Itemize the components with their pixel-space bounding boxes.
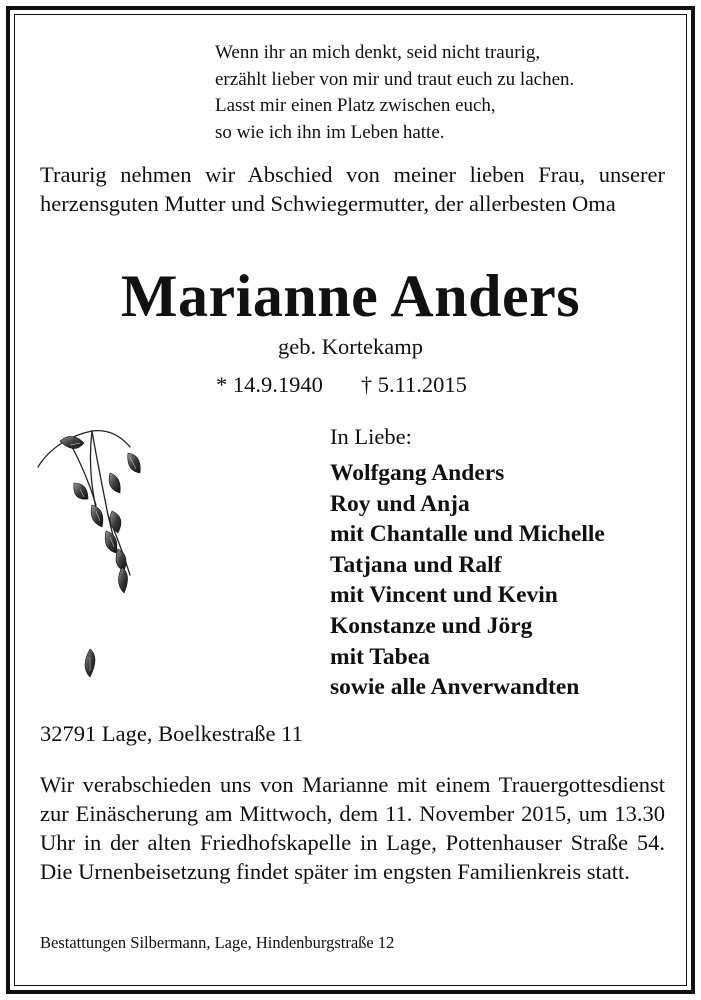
- life-dates: [216, 372, 467, 398]
- death-date: † 5.11.2015: [360, 372, 467, 397]
- poem-line: so wie ich ihn im Leben hatte.: [215, 121, 445, 143]
- maiden-name: geb. Kortekamp: [278, 334, 423, 359]
- intro-text: Traurig nehmen wir Abschied von meiner lieben Frau, unserer herzensguten Mutter und Schwiegermutter, der allerbesten Oma: [40, 162, 665, 216]
- poem-line: Wenn ihr an mich denkt, seid nicht traurig,: [215, 42, 541, 63]
- birth-date: * 14.9.1940: [216, 372, 323, 397]
- mourner-name: sowie alle Anverwandten: [330, 674, 580, 701]
- poem: [215, 40, 574, 146]
- mourners-intro: In Liebe:: [330, 424, 412, 449]
- mourner-name: Tatjana und Ralf: [330, 551, 502, 578]
- mourner-name: mit Vincent und Kevin: [330, 582, 558, 609]
- mourner-name: mit Chantalle und Michelle: [330, 521, 605, 548]
- mourner-name: Roy und Anja: [330, 490, 470, 517]
- mourners-list: [330, 458, 605, 703]
- poem-line: Lasst mir einen Platz zwischen euch,: [215, 95, 496, 116]
- mourner-name: Konstanze und Jörg: [330, 612, 533, 639]
- undertaker: Bestattungen Silbermann, Lage, Hindenburgstraße 12: [40, 933, 395, 952]
- service-notice: Wir verabschieden uns von Marianne mit einem Trauergottesdienst zur Einäscherung am Mittwoch, dem 11. November 2015, um 13.30 Uhr in der alten Friedhofskapelle in Lage, Pottenhauser Straße 54. Die Urnenbeisetzung findet später im engsten Familienkreis statt.: [40, 772, 665, 884]
- birch-branch-icon: [30, 425, 160, 695]
- poem-line: erzählt lieber von mir und traut euch zu lachen.: [215, 68, 575, 90]
- mourner-name: Wolfgang Anders: [330, 460, 505, 486]
- mourner-name: mit Tabea: [330, 643, 430, 670]
- deceased-name: Marianne Anders: [120, 263, 581, 329]
- address: 32791 Lage, Boelkestraße 11: [40, 721, 303, 746]
